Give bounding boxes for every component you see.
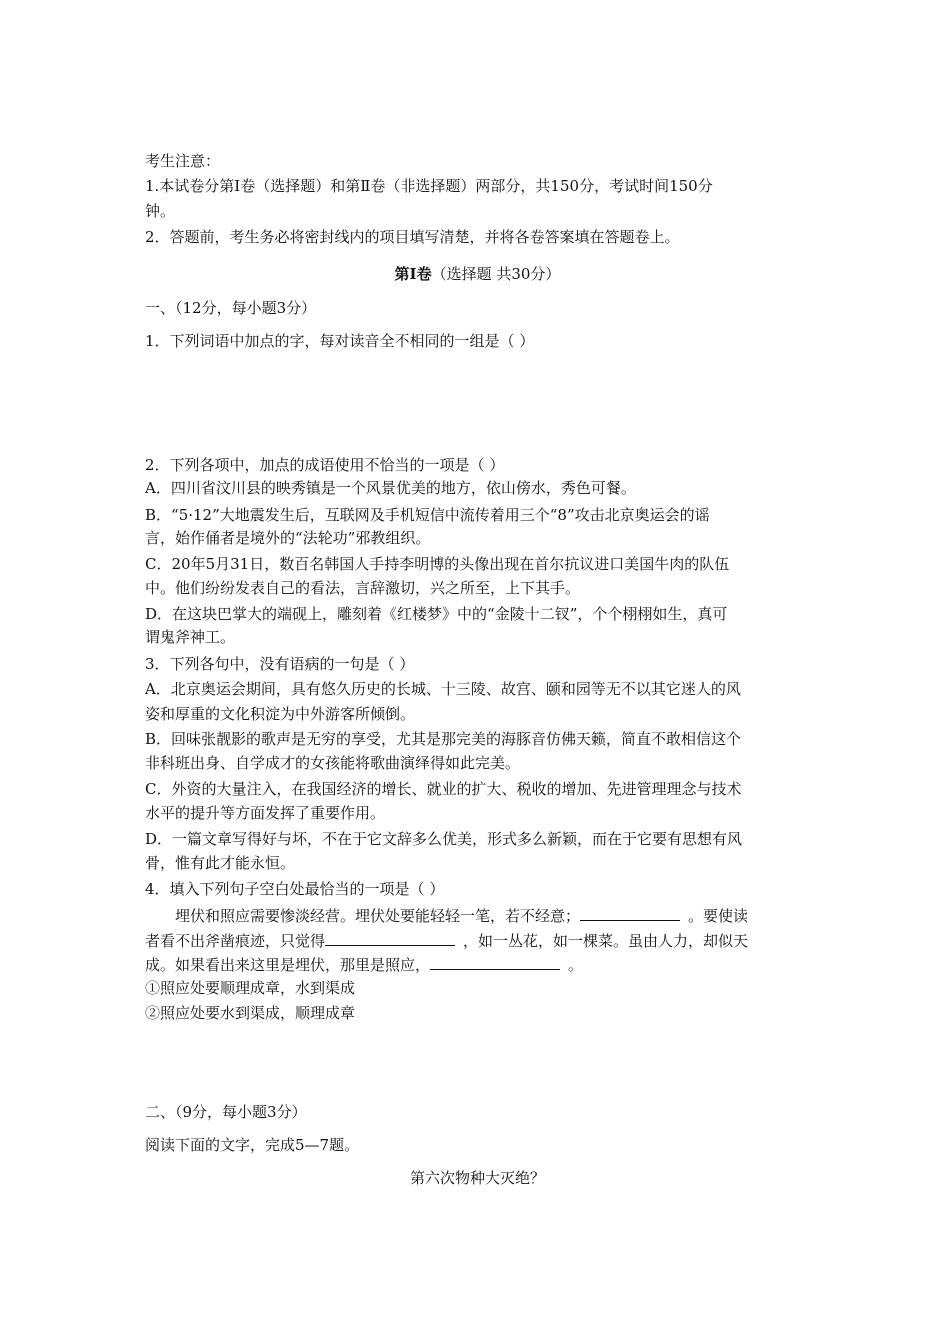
question-2-option-c-cont: 中。他们纷纷发表自己的看法，言辞激切，兴之所至，上下其手。	[145, 579, 581, 597]
question-4-passage-1: 埋伏和照应需要惨淡经营。埋伏处要能轻轻一笔，若不经意； 。要使读	[145, 904, 810, 926]
passage-title: 第六次物种大灭绝？	[409, 1169, 545, 1187]
question-4-passage-3: 成。如果看出来这里是埋伏，那里是照应， 。	[145, 953, 810, 975]
question-4-passage-2: 者看不出斧凿痕迹，只觉得 ，如一丛花，如一棵菜。虽由人力，却似天	[145, 929, 810, 951]
question-3-option-d-cont: 骨，惟有此才能永恒。	[145, 854, 296, 872]
part-one-subtitle: （选择题 共30分）	[431, 265, 561, 283]
question-4-item-2: ②照应处要水到渠成，顺理成章	[145, 1004, 356, 1022]
question-3-option-b: B．回味张靓影的歌声是无穷的享受，尤其是那完美的海豚音仿佛天籁，简直不敢相信这个	[145, 730, 742, 748]
question-2-option-d: D．在这块巴掌大的端砚上，雕刻着《红楼梦》中的“金陵十二钗”，个个栩栩如生，真可	[145, 605, 728, 623]
question-3-stem: 3．下列各句中，没有语病的一句是（ ）	[145, 655, 415, 673]
fill-blank-2	[325, 929, 455, 946]
section-one-heading: 一、（12分，每小题3分）	[145, 299, 317, 317]
question-4-item-1: ①照应处要顺理成章，水到渠成	[145, 979, 356, 997]
question-2-option-c: C．20年5月31日，数百名韩国人手持李明博的头像出现在首尔抗议进口美国牛肉的队伍	[145, 555, 730, 573]
question-3-option-c: C．外资的大量注入，在我国经济的增长、就业的扩大、税收的增加、先进管理理念与技术	[145, 780, 742, 798]
question-2-stem: 2．下列各项中，加点的成语使用不恰当的一项是（ ）	[145, 456, 505, 474]
question-2-option-a: A．四川省汶川县的映秀镇是一个风景优美的地方，依山傍水，秀色可餐。	[145, 479, 636, 497]
question-3-option-a-cont: 姿和厚重的文化积淀为中外游客所倾倒。	[145, 705, 416, 723]
section-two-intro: 阅读下面的文字，完成5—7题。	[145, 1136, 360, 1154]
question-3-option-c-cont: 水平的提升等方面发挥了重要作用。	[145, 804, 386, 822]
notice-item-2: 2．答题前，考生务必将密封线内的项目填写清楚，并将各卷答案填在答题卷上。	[145, 228, 680, 246]
question-2-option-b: B．“5·12”大地震发生后，互联网及手机短信中流传着用三个“8”攻击北京奥运会的谣	[145, 506, 710, 524]
notice-title: 考生注意：	[145, 152, 221, 170]
question-3-option-d: D．一篇文章写得好与坏，不在于它文辞多么优美，形式多么新颖，而在于它要有思想有风	[145, 830, 743, 848]
question-3-option-b-cont: 非科班出身、自学成才的女孩能将歌曲演绎得如此完美。	[145, 754, 521, 772]
fill-blank-1	[580, 904, 680, 921]
question-2-option-d-cont: 谓鬼斧神工。	[145, 628, 236, 646]
question-1-stem: 1．下列词语中加点的字，每对读音全不相同的一组是（ ）	[145, 332, 535, 350]
part-one-heading	[145, 264, 810, 284]
part-one-label: 第Ⅰ卷	[394, 265, 432, 283]
question-3-option-a: A．北京奥运会期间，具有悠久历史的长城、十三陵、故宫、颐和园等无不以其它迷人的风	[145, 680, 741, 698]
question-2-option-b-cont: 言，始作俑者是境外的“法轮功”邪教组织。	[145, 529, 431, 547]
notice-item-1: 1.本试卷分第Ⅰ卷（选择题）和第Ⅱ卷（非选择题）两部分，共150分，考试时间150分	[145, 177, 713, 195]
question-4-stem: 4．填入下列句子空白处最恰当的一项是（ ）	[145, 880, 445, 898]
section-two-heading: 二、（9分，每小题3分）	[145, 1103, 307, 1121]
notice-item-1-cont: 钟。	[145, 202, 176, 220]
fill-blank-3	[430, 953, 560, 970]
